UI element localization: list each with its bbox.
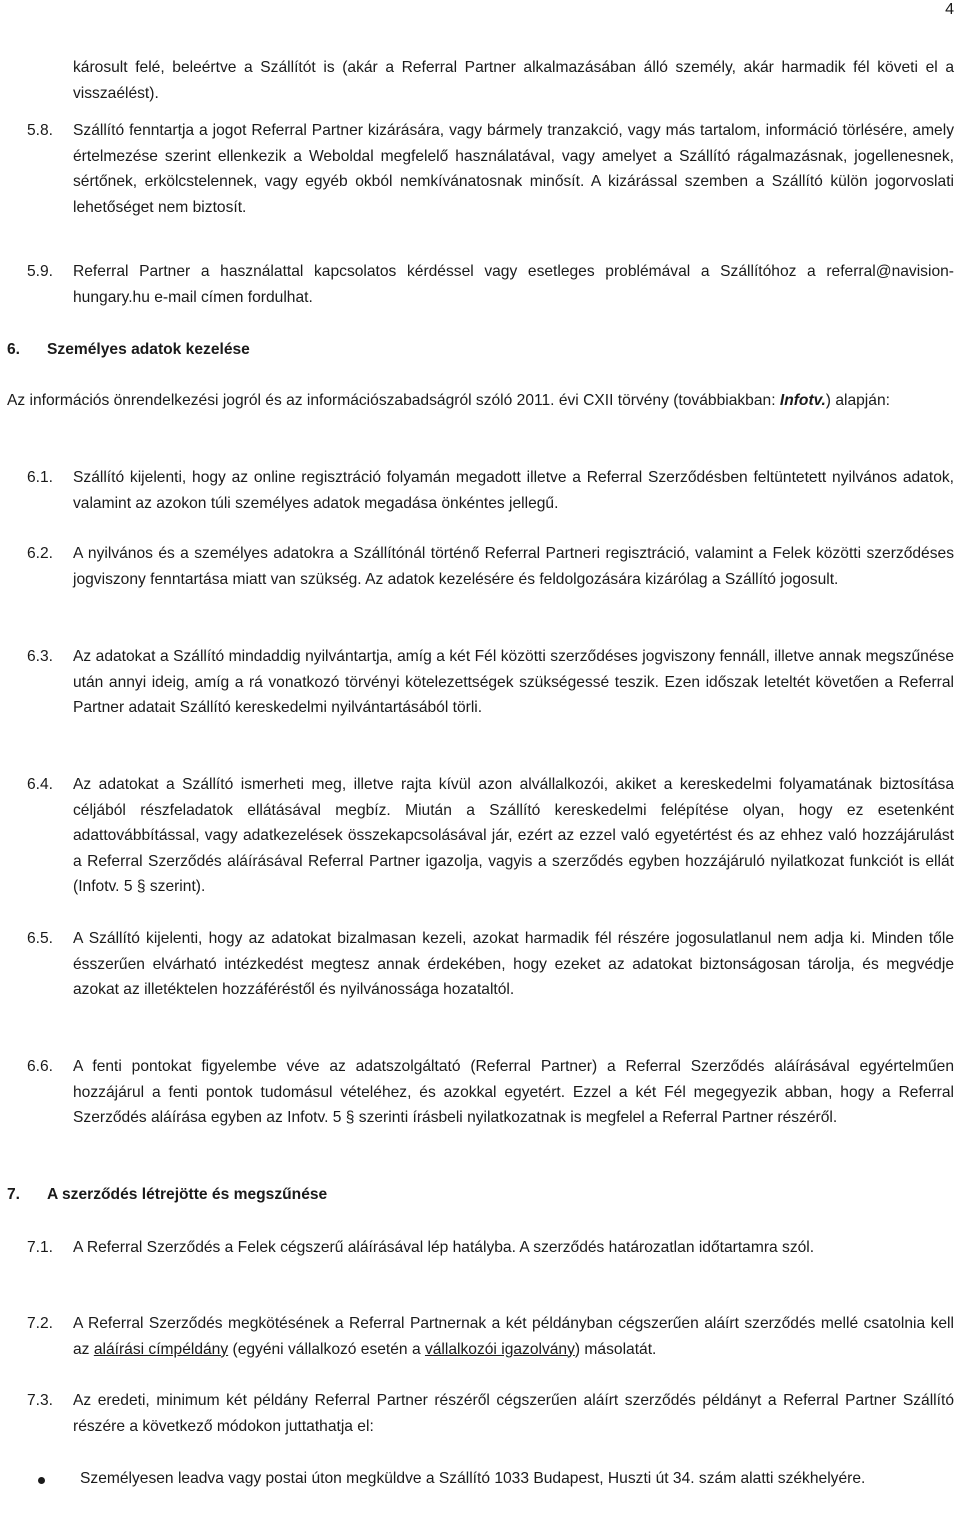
clause-text: Az eredeti, minimum két példány Referral Partner részéről cégszerűen aláírt szerződés példányt a Referral Partner Szállító részére a következő módokon juttathatja el:: [73, 1392, 954, 1435]
clause-7-2: [0, 1311, 960, 1362]
clause-text: Referral Partner a használattal kapcsolatos kérdéssel vagy esetleges problémával a Szállítóhoz a referral@navision-hungary.hu e-mail címen fordulhat.: [73, 263, 954, 306]
page-number: 4: [945, 1, 954, 18]
clause-6-4: [0, 772, 960, 900]
intro-text: Az információs önrendelkezési jogról és az információszabadságról szóló 2011. évi CXII törvény (továbbiakban:: [7, 392, 780, 409]
clause-number: 5.9.: [27, 263, 54, 280]
section-7-heading: [7, 1182, 327, 1208]
business-license-link: vállalkozói igazolvány: [424, 1340, 575, 1358]
intro-paragraph: [7, 388, 954, 414]
clause-text: A fenti pontokat figyelembe véve az adatszolgáltató (Referral Partner) a Referral Szerződés aláírásával egyértelműen hozzájárul a fenti pontok tudomásul vételéhez, és azokkal egyetért. Ezzel a két Fél megegyezik abban, hogy a Referral Szerződés aláírása egyben az Infotv. 5 § szerinti írásbeli nyilatkozatnak is megfelel a Referral Partner részéről.: [73, 1058, 954, 1127]
clause-text: A Referral Szerződés a Felek cégszerű aláírásával lép hatályba. A szerződés határozatlan időtartamra szól.: [73, 1239, 815, 1256]
section-title: Személyes adatok kezelése: [47, 341, 250, 358]
clause-number: 6.6.: [27, 1058, 54, 1075]
clause-text: Az adatokat a Szállító ismerheti meg, illetve rajta kívül azon alvállalkozói, akiket a kereskedelmi folyamatának biztosítása céljából részfeladatok ellátásával megbíz. Miután a Szállító kereskedelmi felépítése olyan, hogy ez esetenként adattovábbítással, vagy adatkezelések összekapcsolásával jár, ezért az ezzel való egyetértést és az ehhez való hozzájárulást a Referral Szerződés aláírásával Referral Partner igazolja, vagyis a szerződés egyben hozzájáruló nyilatkozat funkciót is ellát (Infotv. 5 § szerint).: [73, 776, 954, 896]
clause-number: 7.2.: [27, 1315, 54, 1332]
clause-5-8: [0, 118, 960, 220]
clause-number: 5.8.: [27, 122, 54, 139]
clause-text-b: (egyéni vállalkozó esetén a: [228, 1340, 425, 1358]
intro-tail: ) alapján:: [825, 392, 890, 409]
bullet-icon: [38, 1477, 45, 1484]
section-6-heading: [7, 337, 250, 363]
clause-text: Szállító kijelenti, hogy az online regisztráció folyamán megadott illetve a Referral Szerződésben feltüntetett nyilvános adatok, valamint az azokon túli személyes adatok megadása önkéntes jellegű.: [73, 469, 954, 512]
clause-text-c: ) másolatát.: [574, 1340, 657, 1358]
continuation-paragraph: [0, 55, 960, 106]
clause-6-1: [0, 465, 960, 516]
clause-number: 7.3.: [27, 1392, 54, 1409]
infotv-abbrev: Infotv.: [779, 392, 826, 409]
section-number: 7.: [7, 1186, 21, 1203]
clause-text: A nyilvános és a személyes adatokra a Szállítónál történő Referral Partneri regisztráció, valamint a Felek közötti szerződéses jogviszony fenntartása miatt van szükség. Az adatok kezelésére és feldolgozására kizárólag a Szállító jogosult.: [73, 545, 954, 588]
clause-6-5: [0, 926, 960, 1003]
clause-5-9: [0, 259, 960, 310]
section-6-intro: [7, 388, 954, 414]
clause-7-1: [0, 1235, 960, 1261]
clause-number: 6.3.: [27, 648, 54, 665]
clause-text: [73, 1311, 954, 1362]
clause-number: 6.4.: [27, 776, 54, 793]
clause-text-a: A Referral Szerződés megkötésének a Referral Partnernak a két példányban cégszerűen aláírt szerződés mellé csatolnia kell az: [73, 1315, 954, 1358]
clause-6-2: [0, 541, 960, 592]
clause-text: A Szállító kijelenti, hogy az adatokat bizalmasan kezeli, azokat harmadik fél részére jogosulatlanul nem adja ki. Minden tőle ésszerűen elvárható intézkedést megtesz annak érdekében, hogy ezeket az adatokat biztonságosan tárolja, és megvédje azokat az illetéktelen hozzáféréstől és nyilvánossága hozataltól.: [73, 930, 954, 999]
list-item-text: Személyesen leadva vagy postai úton megküldve a Szállító 1033 Budapest, Huszti út 34. szám alatti székhelyére.: [80, 1470, 866, 1487]
continuation-text: károsult felé, beleértve a Szállítót is (akár a Referral Partner alkalmazásában álló személy, akár harmadik fél követi el a visszaélést).: [73, 59, 954, 102]
clause-number: 6.5.: [27, 930, 54, 947]
list-item: [0, 1466, 960, 1492]
section-number: 6.: [7, 341, 21, 358]
clause-7-3: [0, 1388, 960, 1439]
clause-number: 7.1.: [27, 1239, 54, 1256]
clause-number: 6.2.: [27, 545, 54, 562]
clause-6-3: [0, 644, 960, 721]
clause-number: 6.1.: [27, 469, 54, 486]
clause-text: Szállító fenntartja a jogot Referral Partner kizárására, vagy bármely tranzakció, vagy más tartalom, információ törlésére, amely értelmezése szerint ellenkezik a Weboldal megfelelő használatával, vagy amelyet a Szállító rágalmazásnak, jogellenesnek, sértőnek, erkölcstelennek, vagy egyéb okból nemkívánatosnak minősít. A kizárással szemben a Szállító külön jogorvoslati lehetőséget nem biztosít.: [73, 122, 954, 216]
clause-6-6: [0, 1054, 960, 1131]
signature-specimen-link: aláírási címpéldány: [93, 1340, 229, 1358]
clause-text: Az adatokat a Szállító mindaddig nyilvántartja, amíg a két Fél közötti szerződéses jogviszony fennáll, illetve annak megszűnése után annyi ideig, amíg a rá vonatkozó törvényi kötelezettségek szükségessé teszik. Ezen időszak leteltét követően a Referral Partner adatait Szállító kereskedelmi nyilvántartásából törli.: [73, 648, 954, 717]
section-title: A szerződés létrejötte és megszűnése: [47, 1186, 328, 1203]
